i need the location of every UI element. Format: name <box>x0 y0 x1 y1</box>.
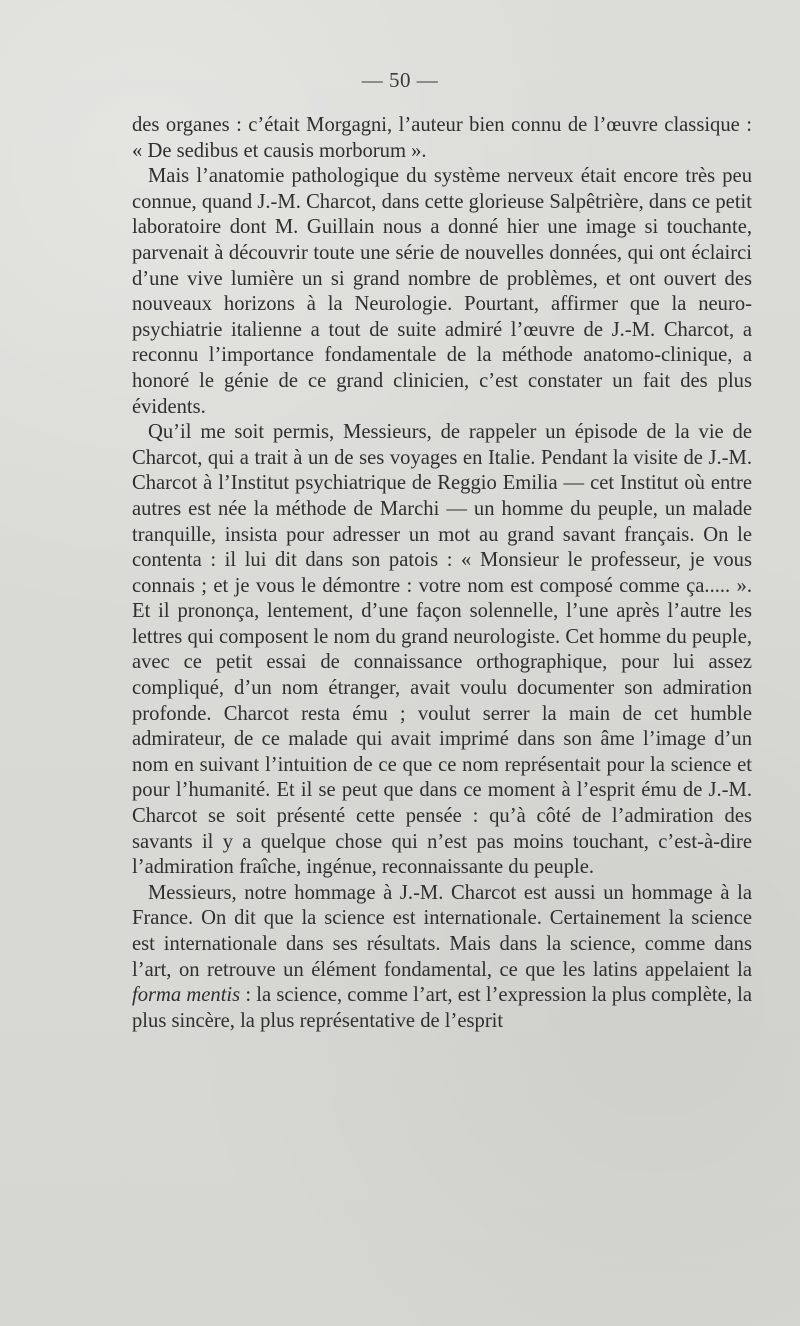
paragraph-2: Mais l’anatomie pathologique du système nerveux était encore très peu connue, quand J.-M. Charcot, dans cette glorieuse Salpêtrière, dans ce petit laboratoire dont M. Guillain nous a donné hier une image si touchante, parvenait à découvrir toute une série de nouvelles données, qui ont éclairci d’une vive lumière un si grand nombre de problèmes, et ont ouvert des nouveaux horizons à la Neurologie. Pourtant, affirmer que la neuro-psychiatrie italienne a tout de suite admiré l’œuvre de J.-M. Charcot, a reconnu l’importance fondamentale de la méthode anatomo-clinique, a honoré le génie de ce grand clinicien, c’est constater un fait des plus évidents. <box>132 165 752 418</box>
paragraph-1: des organes : c’était Morgagni, l’auteur bien connu de l’œuvre classique : « De sedibus et causis morborum ». <box>132 114 752 162</box>
paragraph-4-text-before: Messieurs, notre hommage à J.-M. Charcot est aussi un hommage à la France. On dit que la science est internationale. Certainement la science est internationale dans ses résultats. Mais dans la science, comme dans l’art, on retrouve un élément fondamental, ce que les latins appelaient la <box>132 881 752 981</box>
paragraph-4 <box>132 881 752 1035</box>
body-text <box>132 113 752 1034</box>
paragraph-4-italic: forma mentis <box>132 984 241 1007</box>
page-number: — 50 — <box>361 68 439 92</box>
paragraph-3: Qu’il me soit permis, Messieurs, de rappeler un épisode de la vie de Charcot, qui a trait à un de ses voyages en Italie. Pendant la visite de J.-M. Charcot à l’Institut psychiatrique de Reggio Emilia — cet Institut où entre autres est née la méthode de Marchi — un homme du peuple, un malade tranquille, insista pour adresser un mot au grand savant français. On le contenta : il lui dit dans son patois : « Monsieur le professeur, je vous connais ; et je vous le démontre : votre nom est composé comme ça..... ». Et il prononça, lentement, d’une façon solennelle, l’une après l’autre les lettres qui composent le nom du grand neurologiste. Cet homme du peuple, avec ce petit essai de connaissance orthographique, pour lui assez compliqué, d’un nom étranger, avait voulu documenter son admiration profonde. Charcot resta ému ; voulut serrer la main de cet humble admirateur, de ce malade qui avait imprimé dans son âme l’image d’un nom en suivant l’intuition de ce que ce nom représentait pour la science et pour l’humanité. Et il se peut que dans ce moment à l’esprit ému de J.-M. Charcot se soit présenté cette pensée : qu’à côté de l’admiration des savants il y a quelque chose qui n’est pas moins touchant, c’est-à-dire l’admiration fraîche, ingénue, reconnaissante du peuple. <box>132 421 752 879</box>
paragraph-4-text-after: : la science, comme l’art, est l’expression la plus complète, la plus sincère, la plus représentative de l’esprit <box>132 984 752 1032</box>
